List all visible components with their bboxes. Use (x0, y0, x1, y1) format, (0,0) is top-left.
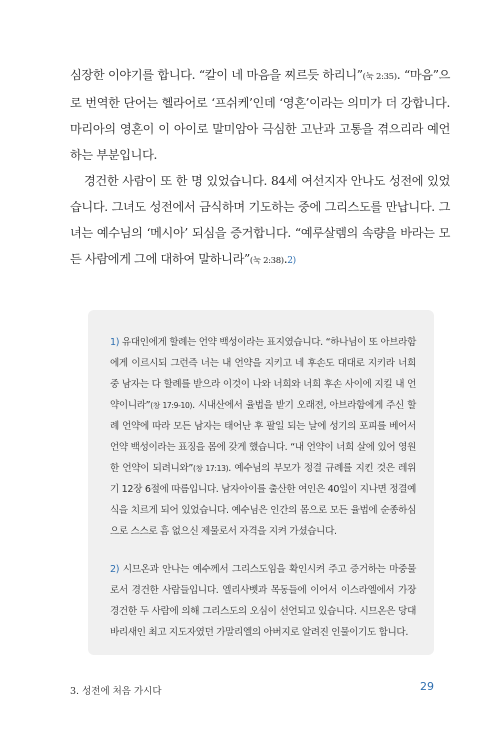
footnote-1-ref-b: (창 17:13) (192, 464, 229, 473)
footnote-marker-2: 2) (287, 256, 296, 266)
footnote-1-text-a: 유대인에게 할례는 언약 백성이라는 표지였습니다. “하나님이 또 아브라함에게 이르시되 그런즉 너는 내 언약을 지키고 네 후손도 대대로 지키라 너희 중 남자는 다 할례를 받으라 이것이 나와 너희와 너희 후손 사이에 지킬 내 언약이니라” (110, 337, 416, 411)
footnote-2-number: 2) (110, 564, 120, 575)
page-number: 29 (420, 680, 434, 693)
paragraph-1 (70, 62, 450, 168)
p1-text-b: . “마음”으로 번역한 단어는 헬라어로 ‘프쉬케’인데 ‘영혼’이라는 의미가 더 강합니다. 마리아의 영혼이 이 아이로 말미암아 극심한 고난과 고통을 겪으리라 예언하는 부분입니다. (70, 68, 450, 162)
p1-text-a: 심장한 이야기를 합니다. “칼이 네 마음을 찌르듯 하리니” (70, 68, 363, 82)
paragraph-2 (70, 168, 450, 274)
footnotes-box (88, 310, 434, 655)
main-text (70, 62, 450, 274)
footnote-1-text-b: . 시내산에서 율법을 받기 오래전, 아브라함에게 주신 할례 언약에 따라 모든 남자는 태어난 후 팔일 되는 날에 성기의 포피를 베어서 언약 백성이라는 표징을 몸에 갖게 했습니다. “내 언약이 너희 살에 있어 영원한 언약이 되려니와” (110, 400, 417, 474)
p2-text-a: 경건한 사람이 또 한 명 있었습니다. 84세 여선지자 안나도 성전에 있었습니다. 그녀도 성전에서 금식하며 기도하는 중에 그리스도를 만납니다. 그녀는 예수님의 ‘메시아’ 되심을 증거합니다. “예루살렘의 속량을 바라는 모든 사람에게 그에 대하여 말하니라” (70, 174, 450, 266)
footnote-1 (110, 332, 416, 542)
p2-scripture-ref: (눅 2:38) (249, 256, 284, 266)
footnote-1-text-c: . 예수님의 부모가 정결 규례를 지킨 것은 레위기 12장 6절에 따름입니다. 남자아이를 출산한 여인은 40일이 지나면 정결예식을 치르게 되어 있었습니다. 예수님은 인간의 몸으로 모든 율법에 순종하심으로 스스로 흠 없으신 제물로서 자격을 지켜 가셨습니다. (110, 463, 416, 537)
footnote-2-text: 시므온과 안나는 예수께서 그리스도임을 확인시켜 주고 증거하는 마중물로서 경건한 사람들입니다. 엘리사벳과 목동들에 이어서 이스라엘에서 가장 경건한 두 사람에 의해 그리스도의 오심이 선언되고 있습니다. 시므온은 당대 바리새인 최고 지도자였던 가말리엘의 아버지로 알려진 인물이기도 합니다. (110, 564, 416, 638)
p2-period: . (283, 252, 288, 266)
p1-scripture-ref: (눅 2:35) (362, 72, 397, 82)
footnote-1-ref-a: (창 17:9-10) (150, 401, 193, 410)
running-footer-chapter: 3. 성전에 처음 가시다 (70, 686, 162, 697)
footnote-2 (110, 559, 416, 643)
footnote-1-number: 1) (110, 337, 120, 348)
